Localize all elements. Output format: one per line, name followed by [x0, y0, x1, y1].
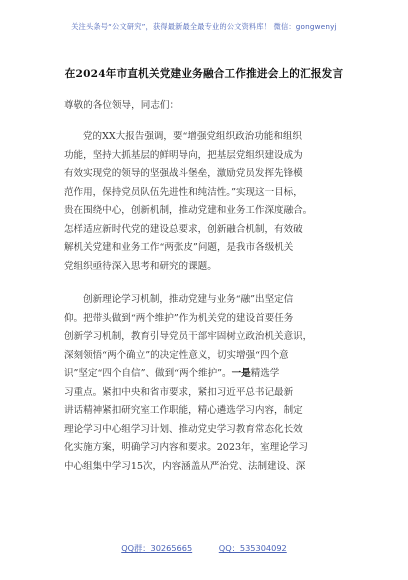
- paragraph-line: 怎样适应新时代党的建设总要求，创新融合机制，有效破: [64, 223, 303, 235]
- paragraph-line: [64, 365, 349, 384]
- footer-contact: [0, 543, 408, 554]
- document-title: 在2024年市直机关党建业务融合工作推进会上的汇报发言: [64, 68, 344, 80]
- header-banner: 关注头条号“公文研究”，获得最新最全最专业的公文资料库！ 微信：gongwenyj: [71, 22, 337, 31]
- paragraph-line: 习重点。紧扣中央和省市要求，紧扣习近平总书记最新: [64, 386, 294, 398]
- paragraph-line: 党组织亟待深入思考和研究的课题。: [64, 260, 217, 272]
- paragraph-line: 中心组集中学习15次，内容涵盖从严治党、法制建设、深: [64, 460, 306, 472]
- paragraph-line: 创新理论学习机制，推动党建与业务“融”出坚定信: [83, 294, 294, 305]
- paragraph-1: [64, 128, 349, 276]
- paragraph-line: 仰。把带头做到“两个维护”作为机关党的建设首要任务: [64, 312, 294, 324]
- paragraph-line: 创新学习机制，教育引导党员干部牢固树立政治机关意识，: [64, 331, 313, 342]
- emphasis-first-point: 一是: [231, 368, 251, 379]
- paragraph-line: 功能，坚持大抓基层的鲜明导向，把基层党组织建设成为: [64, 149, 303, 161]
- salutation: 尊敬的各位领导，同志们：: [64, 100, 180, 111]
- paragraph-line: 化实施方案，明确学习内容和要求。2023年，室理论学习: [64, 442, 308, 453]
- paragraph-line: 理论学习中心组学习计划、推动党史学习教育常态化长效: [64, 423, 303, 435]
- qq-group-link[interactable]: QQ群：30265665: [121, 543, 193, 553]
- paragraph-segment: 识”坚定“四个自信”、做到“两个维护”。: [64, 368, 232, 379]
- document-body: [64, 128, 349, 476]
- paragraph-line: 讲话精神紧扣研究室工作职能，精心遴选学习内容，制定: [64, 405, 303, 416]
- paragraph-line: 党的XX大报告强调，要“增强党组织政治功能和组织: [83, 131, 302, 142]
- paragraph-line: 解机关党建和业务工作“两张皮”问题，是我市各级机关: [64, 242, 294, 253]
- paragraph-line: 有效实现党的领导的坚强战斗堡垒，激励党员发挥先锋模: [64, 168, 303, 179]
- paragraph-line: 贵在围绕中心，创新机制，推动党建和业务工作深度融合。: [64, 205, 313, 216]
- paragraph-segment: 精选学: [250, 368, 280, 379]
- qq-contact-link[interactable]: QQ：535304092: [218, 543, 287, 553]
- paragraph-line: 深刻领悟“两个确立”的决定性意义，切实增强“四个意: [64, 349, 289, 361]
- paragraph-line: 范作用，保持党员队伍先进性和纯洁性。”实现这一目标，: [64, 186, 303, 198]
- paragraph-2: [64, 291, 349, 476]
